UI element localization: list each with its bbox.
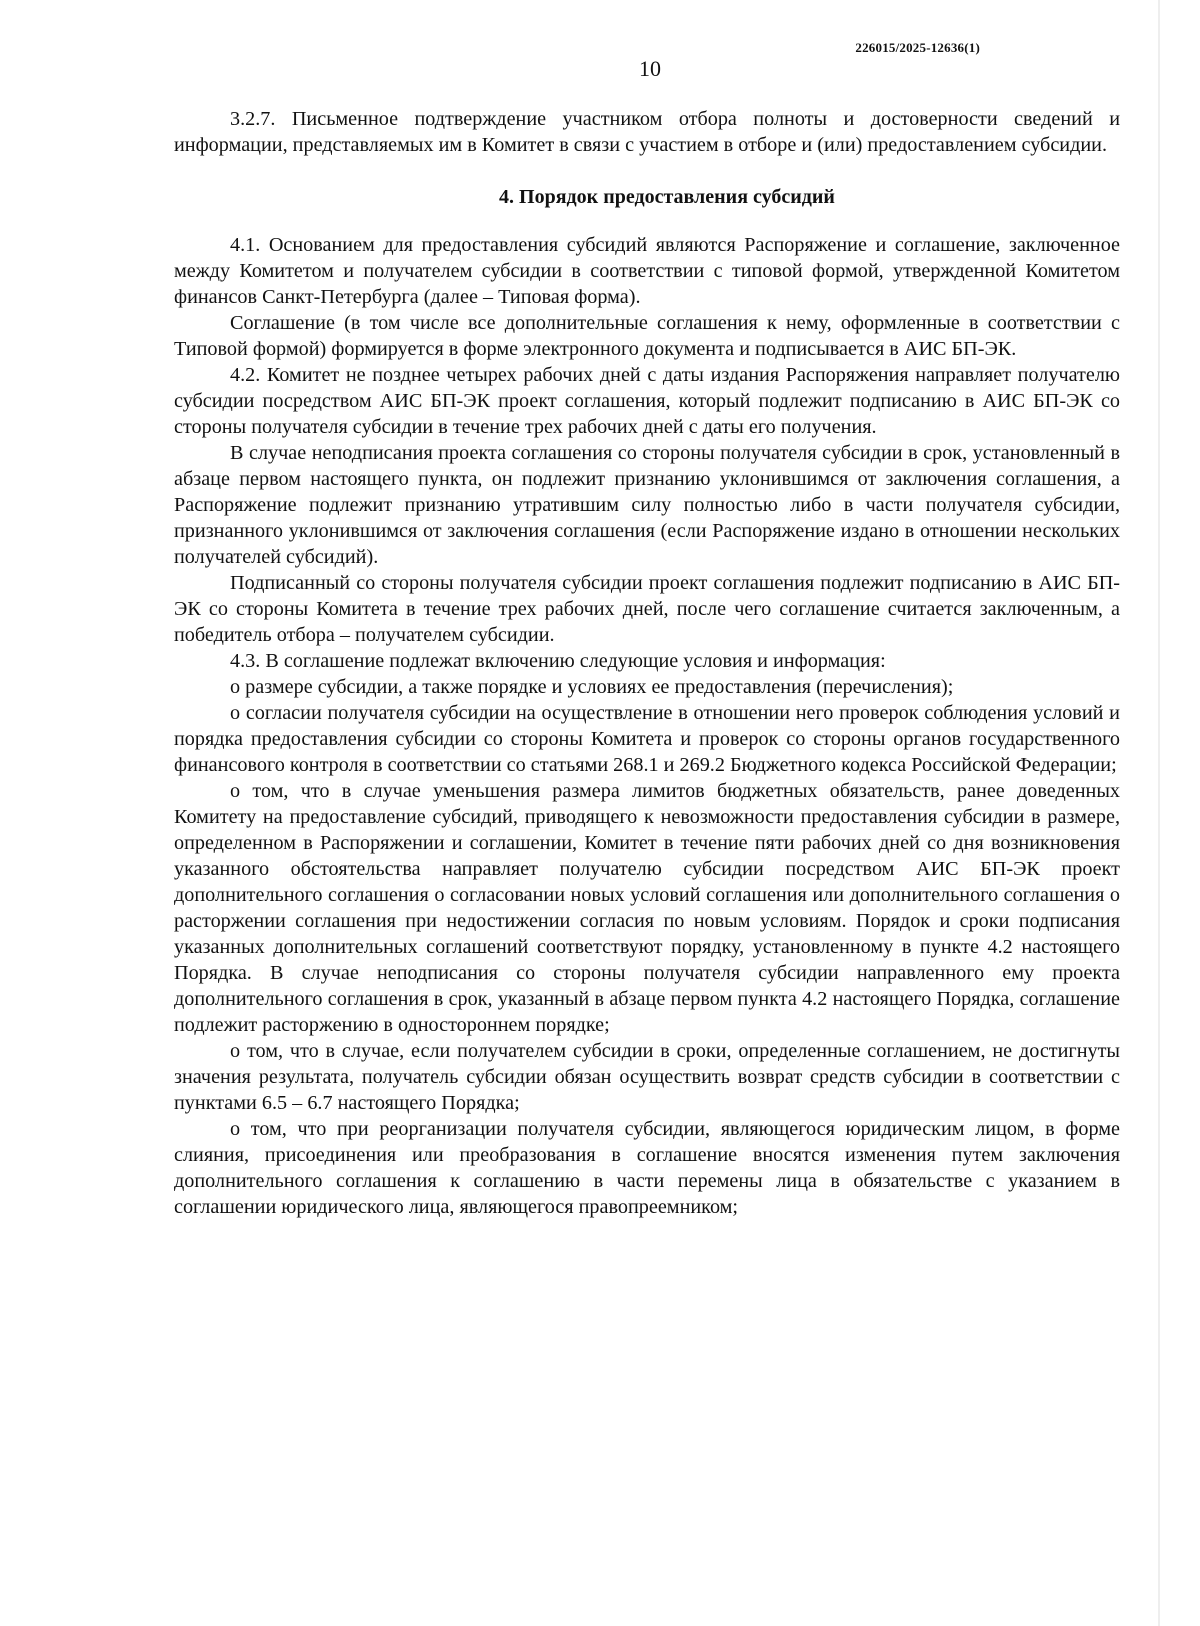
paragraph-4-2-non-signing: В случае неподписания проекта соглашения со стороны получателя субсидии в срок, установленный в абзаце первом настоящего пункта, он подлежит признанию уклонившимся от заключения соглашения, а Распоряжение подлежит признанию утратившим силу полностью либо в части получателя субсидии, признанного уклонившимся от заключения соглашения (если Распоряжение издано в отношении нескольких получателей субсидий).	[174, 442, 1120, 568]
page-number: 10	[639, 56, 661, 81]
document-registration-number: 226015/2025-12636(1)	[855, 40, 980, 55]
section-4-title: 4. Порядок предоставления субсидий	[499, 186, 835, 208]
paragraph-4-3-reorganization: о том, что при реорганизации получателя субсидии, являющегося юридическим лицом, в форме слияния, присоединения или преобразования в соглашение вносятся изменения путем заключения дополнительного соглашения к соглашению в части перемены лица в обязательстве с указанием в соглашении юридического лица, являющегося правопреемником;	[174, 1118, 1120, 1218]
paragraph-4-2: 4.2. Комитет не позднее четырех рабочих дней с даты издания Распоряжения направляет получателю субсидии посредством АИС БП-ЭК проект соглашения, который подлежит подписанию в АИС БП-ЭК со стороны получателя субсидии в течение трех рабочих дней с даты его получения.	[174, 364, 1120, 438]
paragraph-4-3-return: о том, что в случае, если получателем субсидии в сроки, определенные соглашением, не достигнуты значения результата, получатель субсидии обязан осуществить возврат средств субсидии в соответствии с пунктами 6.5 – 6.7 настоящего Порядка;	[174, 1040, 1120, 1114]
paragraph-4-1: 4.1. Основанием для предоставления субсидий являются Распоряжение и соглашение, заключенное между Комитетом и получателем субсидии в соответствии с типовой формой, утвержденной Комитетом финансов Санкт-Петербурга (далее – Типовая форма).	[174, 234, 1120, 308]
paragraph-3-2-7: 3.2.7. Письменное подтверждение участником отбора полноты и достоверности сведений и информации, представляемых им в Комитет в связи с участием в отборе и (или) предоставлением субсидии.	[174, 108, 1120, 156]
paragraph-4-3-subsidy-size: о размере субсидии, а также порядке и условиях ее предоставления (перечисления);	[230, 676, 954, 698]
paragraph-4-3: 4.3. В соглашение подлежат включению следующие условия и информация:	[230, 650, 886, 672]
scan-edge	[1158, 0, 1160, 1626]
paragraph-4-3-limits: о том, что в случае уменьшения размера лимитов бюджетных обязательств, ранее доведенных Комитету на предоставление субсидий, приводящего к невозможности предоставления субсидии в размере, определенном в Распоряжении и соглашении, Комитет в течение пяти рабочих дней со дня возникновения указанного обстоятельства направляет получателю субсидии посредством АИС БП-ЭК проект дополнительного соглашения о согласовании новых условий соглашения или дополнительного соглашения о расторжении соглашения при недостижении согласия по новым условиям. Порядок и сроки подписания указанных дополнительных соглашений соответствуют порядку, установленному в пункте 4.2 настоящего Порядка. В случае неподписания со стороны получателя субсидии направленного ему проекта дополнительного соглашения в срок, указанный в абзаце первом пункта 4.2 настоящего Порядка, соглашение подлежит расторжению в одностороннем порядке;	[174, 780, 1120, 1036]
paragraph-4-2-signed: Подписанный со стороны получателя субсидии проект соглашения подлежит подписанию в АИС БП-ЭК со стороны Комитета в течение трех рабочих дней, после чего соглашение считается заключенным, а победитель отбора – получателем субсидии.	[174, 572, 1120, 646]
document-body	[174, 106, 1120, 1220]
paragraph-4-1-agreement: Соглашение (в том числе все дополнительные соглашения к нему, оформленные в соответствии с Типовой формой) формируется в форме электронного документа и подписывается в АИС БП-ЭК.	[174, 312, 1120, 360]
paragraph-4-3-consent: о согласии получателя субсидии на осуществление в отношении него проверок соблюдения условий и порядка предоставления субсидии со стороны Комитета и проверок со стороны органов государственного финансового контроля в соответствии со статьями 268.1 и 269.2 Бюджетного кодекса Российской Федерации;	[174, 702, 1120, 776]
